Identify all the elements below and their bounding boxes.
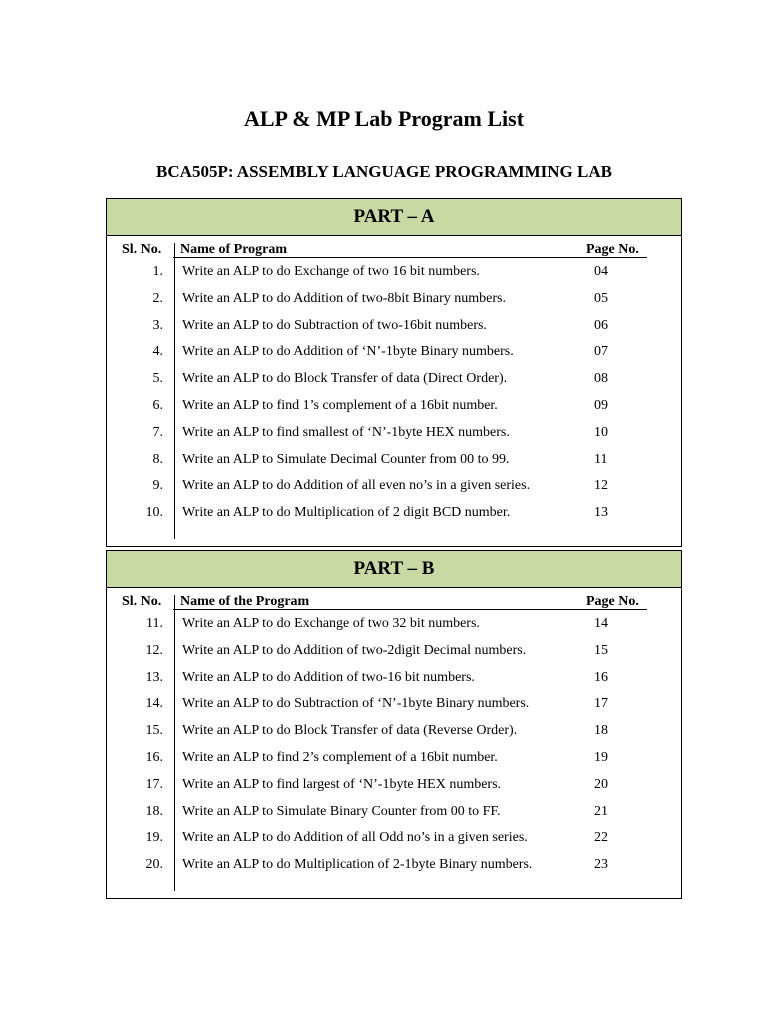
row-program-name: Write an ALP to do Exchange of two 16 bit numbers. xyxy=(182,264,480,279)
row-program-name: Write an ALP to do Subtraction of two-16bit numbers. xyxy=(182,317,487,333)
table-row xyxy=(107,312,681,339)
row-program-name: Write an ALP to do Addition of two-8bit Binary numbers. xyxy=(182,290,506,306)
row-page-no: 12 xyxy=(594,478,608,494)
row-page-no: 13 xyxy=(594,505,608,521)
table-row xyxy=(107,258,681,285)
row-sl-no: 13. xyxy=(145,669,163,685)
column-header-page-no: Page No. xyxy=(586,594,639,609)
row-program-name: Write an ALP to do Block Transfer of data (Direct Order). xyxy=(182,371,508,387)
table-row xyxy=(107,851,681,878)
part-b-column-headers xyxy=(107,588,681,610)
row-sl-no: 4. xyxy=(152,344,163,360)
row-sl-no: 17. xyxy=(145,776,163,792)
row-page-no: 06 xyxy=(594,317,608,333)
table-row xyxy=(107,499,681,526)
column-header-sl-no: Sl. No. xyxy=(122,594,162,609)
row-page-no: 20 xyxy=(594,776,608,792)
row-program-name: Write an ALP to do Addition of all even no’s in a given series. xyxy=(182,478,531,494)
row-page-no: 09 xyxy=(594,397,608,413)
row-page-no: 19 xyxy=(594,749,608,765)
row-program-name: Write an ALP to Simulate Decimal Counter from 00 to 99. xyxy=(182,451,510,467)
table-row xyxy=(107,798,681,825)
row-program-name: Write an ALP to find 2’s complement of a 16bit number. xyxy=(182,749,498,765)
row-sl-no: 2. xyxy=(152,290,163,306)
page-title: ALP & MP Lab Program List xyxy=(243,106,525,131)
row-program-name: Write an ALP to Simulate Binary Counter from 00 to FF. xyxy=(182,803,501,819)
table-row xyxy=(107,365,681,392)
row-program-name: Write an ALP to do Subtraction of ‘N’-1byte Binary numbers. xyxy=(182,696,530,712)
row-sl-no: 5. xyxy=(152,371,163,387)
row-program-name: Write an ALP to do Addition of ‘N’-1byte Binary numbers. xyxy=(182,344,514,360)
row-page-no: 17 xyxy=(594,696,608,712)
table-row xyxy=(107,338,681,365)
row-sl-no: 6. xyxy=(152,397,163,413)
row-sl-no: 15. xyxy=(145,723,163,739)
row-program-name: Write an ALP to do Block Transfer of data (Reverse Order). xyxy=(182,723,518,739)
column-header-sl-no: Sl. No. xyxy=(122,242,162,257)
row-page-no: 08 xyxy=(594,371,608,387)
row-sl-no: 3. xyxy=(152,317,163,333)
row-sl-no: 10. xyxy=(145,505,163,521)
table-row xyxy=(107,664,681,691)
row-program-name: Write an ALP to do Addition of two-16 bit numbers. xyxy=(182,669,475,685)
table-row xyxy=(107,419,681,446)
row-program-name: Write an ALP to find largest of ‘N’-1byte HEX numbers. xyxy=(182,776,502,792)
row-page-no: 04 xyxy=(594,264,608,279)
table-row xyxy=(107,637,681,664)
table-row xyxy=(107,392,681,419)
row-sl-no: 20. xyxy=(145,857,163,873)
row-sl-no: 8. xyxy=(152,451,163,467)
row-program-name: Write an ALP to do Addition of all Odd no’s in a given series. xyxy=(182,830,528,846)
row-program-name: Write an ALP to do Multiplication of 2 digit BCD number. xyxy=(182,505,511,521)
table-row xyxy=(107,610,681,637)
row-page-no: 16 xyxy=(594,669,608,685)
row-page-no: 15 xyxy=(594,642,608,658)
row-page-no: 18 xyxy=(594,723,608,739)
part-a-column-headers xyxy=(107,236,681,258)
row-page-no: 22 xyxy=(594,830,608,846)
row-page-no: 05 xyxy=(594,290,608,306)
row-page-no: 07 xyxy=(594,344,608,360)
row-sl-no: 18. xyxy=(145,803,163,819)
row-sl-no: 11. xyxy=(146,616,163,631)
table-row xyxy=(107,717,681,744)
row-program-name: Write an ALP to find smallest of ‘N’-1byte HEX numbers. xyxy=(182,424,510,440)
table-row xyxy=(107,771,681,798)
row-page-no: 14 xyxy=(594,616,608,631)
table-row xyxy=(107,472,681,499)
row-program-name: Write an ALP to do Exchange of two 32 bit numbers. xyxy=(182,616,480,631)
column-header-name: Name of Program xyxy=(180,242,288,257)
row-page-no: 21 xyxy=(594,803,608,819)
column-header-name: Name of the Program xyxy=(180,594,310,609)
course-subtitle: BCA505P: ASSEMBLY LANGUAGE PROGRAMMING LAB xyxy=(156,162,612,181)
part-b-rows xyxy=(107,610,681,878)
row-sl-no: 1. xyxy=(152,264,163,279)
row-sl-no: 7. xyxy=(152,424,163,440)
row-sl-no: 19. xyxy=(145,830,163,846)
table-row xyxy=(107,446,681,473)
part-b-heading: PART – B xyxy=(107,551,681,588)
row-page-no: 23 xyxy=(594,857,608,873)
row-page-no: 10 xyxy=(594,424,608,440)
row-program-name: Write an ALP to do Multiplication of 2-1byte Binary numbers. xyxy=(182,857,533,873)
part-a-table xyxy=(106,198,682,547)
column-header-page-no: Page No. xyxy=(586,242,639,257)
part-a-rows xyxy=(107,258,681,526)
part-a-heading: PART – A xyxy=(107,199,681,236)
row-sl-no: 14. xyxy=(145,696,163,712)
table-row xyxy=(107,744,681,771)
row-sl-no: 9. xyxy=(152,478,163,494)
table-row xyxy=(107,690,681,717)
row-page-no: 11 xyxy=(594,451,608,467)
row-sl-no: 16. xyxy=(145,749,163,765)
row-program-name: Write an ALP to find 1’s complement of a 16bit number. xyxy=(182,397,498,413)
row-program-name: Write an ALP to do Addition of two-2digit Decimal numbers. xyxy=(182,642,527,658)
part-b-table xyxy=(106,550,682,899)
table-row xyxy=(107,285,681,312)
table-row xyxy=(107,824,681,851)
row-sl-no: 12. xyxy=(145,642,163,658)
